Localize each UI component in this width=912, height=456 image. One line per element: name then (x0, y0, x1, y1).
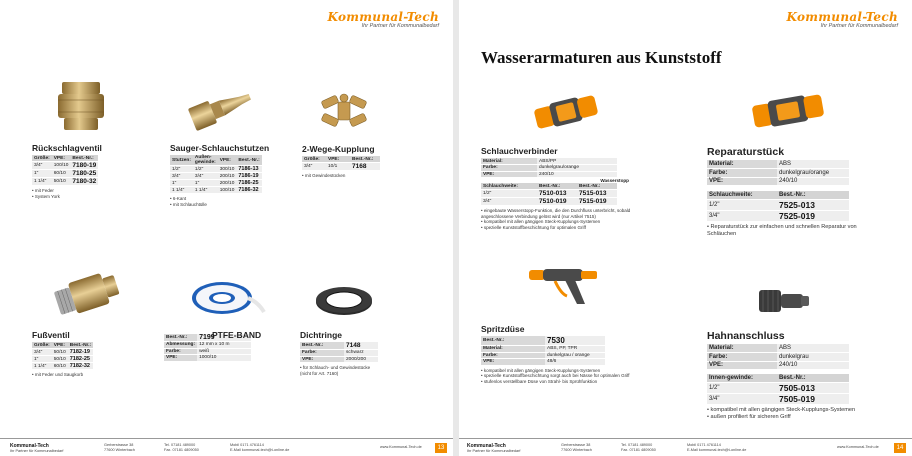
article-number: 7180-32 (72, 178, 97, 185)
spec-table (707, 344, 849, 370)
spec-table (32, 155, 98, 186)
table-row: 3/4" 7510-019 7515-019 (481, 198, 617, 206)
spec-table (707, 160, 849, 186)
article-number: 7525-019 (777, 211, 849, 222)
col-header: Best.-Nr.: (777, 191, 849, 200)
table-row: Material: ABS (707, 344, 849, 353)
article-number: 7180-19 (72, 162, 97, 169)
ptfe-tape-image (186, 276, 266, 320)
product-name: Spritzdüse (481, 324, 525, 334)
spec-table (300, 342, 378, 363)
table-row: 3/4" 100/10 7180-19 (34, 162, 97, 169)
product-name: Fußventil (32, 330, 70, 340)
article-number: 7510-013 (537, 190, 577, 198)
table-row: Farbe: dunkelgrau/orange (481, 165, 617, 172)
table-row: VPE: 2000/200 (300, 356, 378, 363)
catalog-page-right (459, 0, 912, 456)
list-item: • kompatibel mit allen gängigen Steck-Kupplungs-Systemen (707, 407, 857, 414)
table-row: 3/4" 3/4" 200/10 7186-19 (170, 173, 262, 180)
spec-table (481, 336, 605, 366)
col-header: Best.-Nr.: (236, 155, 261, 166)
catalog-page-left (0, 0, 453, 456)
tap-connector-image (755, 282, 811, 318)
table-row: 1" 60/10 7180-25 (34, 170, 97, 177)
product-name: Reparaturstück (707, 146, 785, 158)
product-name: 2-Wege-Kupplung (302, 144, 375, 154)
product-name: PTFE-BAND (212, 330, 262, 340)
col-header: Stutzen: (170, 155, 193, 166)
product-spritzduese (481, 324, 631, 384)
col-header: VPE: (218, 155, 237, 166)
article-number: 7186-25 (236, 180, 261, 187)
table-row: Farbe: schwarz (300, 350, 378, 357)
list-item: • mit Feder und Saugkorb (32, 372, 93, 378)
product-fussventil (32, 330, 93, 378)
footer-address: Gerberstrasse 38 (104, 443, 134, 447)
footer-mobile: Mobil 0171 4761114 (687, 443, 721, 447)
wasserstopp-label: Wasserstopp (600, 178, 629, 183)
brand-tagline: Ihr Partner für Kommunalbedarf (820, 23, 898, 29)
article-number: 7515-013 (577, 190, 617, 198)
table-row: 1/2" 7510-013 7515-013 (481, 190, 617, 198)
feature-list (707, 407, 857, 421)
feature-list (707, 224, 857, 238)
list-item: • spezielle Kunststoffbeschichtung sorgt auch bei Nässe für optimalen Griff (481, 373, 631, 379)
table-row: Farbe: dunkelgrau (707, 353, 849, 362)
check-valve-image (52, 78, 110, 134)
table-row: Farbe: dunkelgrau / orange (481, 352, 605, 359)
product-name: Schlauchverbinder (481, 146, 558, 156)
footer-address: 77600 Winterbach (104, 448, 135, 452)
article-number: 7525-013 (777, 200, 849, 211)
table-row: 3/4" 7505-019 (707, 394, 849, 405)
col-header: Best.-Nr.: (69, 342, 92, 348)
footer-address: 77600 Winterbach (561, 448, 592, 452)
article-number: 7530 (545, 336, 605, 346)
spec-table (170, 155, 262, 194)
col-header: Best.-Nr.: (70, 155, 98, 162)
list-item: • stufenlos verstellbare Düse von Strahl- bis Sprühfunktion (481, 379, 631, 385)
list-item: • mit Gewindestücken (302, 173, 380, 179)
article-number: 7515-019 (577, 198, 617, 206)
product-name: Rückschlagventil (32, 143, 102, 153)
table-row: Abmessung: 12 mm x 10 m (164, 342, 251, 349)
feature-list (481, 368, 631, 385)
table-row: Material: ABS/PP (481, 158, 617, 165)
product-2-wege-kupplung (302, 144, 380, 179)
page-footer (459, 438, 912, 456)
gasket-rings-image (312, 282, 376, 318)
product-name: Dichtringe (300, 330, 343, 340)
list-item: • System York (32, 194, 102, 200)
footer-company-sub: Ihr Partner für Kommunalbedarf (467, 449, 521, 453)
footer-address: Gerberstrasse 38 (561, 443, 591, 447)
footer-mobile: Mobil 0171 4761114 (230, 443, 264, 447)
col-header: VPE: (52, 155, 71, 162)
table-row: 1" 1" 200/10 7186-25 (170, 180, 262, 187)
article-number: 7186-19 (236, 173, 261, 180)
article-number: 7182-19 (68, 349, 93, 356)
order-table (481, 183, 617, 206)
spec-table (302, 156, 380, 171)
product-schlauchverbinder (481, 146, 631, 231)
col-header: Best.-Nr.: (537, 183, 577, 190)
product-name: Hahnanschluss (707, 330, 785, 342)
page-title: Wasserarmaturen aus Kunststoff (481, 48, 722, 67)
table-row: 1 1/4" 60/10 7182-32 (32, 363, 93, 370)
article-number: 7186-13 (236, 166, 261, 173)
article-number: 7510-019 (537, 198, 577, 206)
foot-valve-image (52, 270, 122, 318)
col-header: Best.-Nr.: (350, 156, 380, 163)
footer-website[interactable]: www.Kommunal-Tech.de (837, 445, 879, 449)
footer-phone: Tel. 07181 489000 (164, 443, 196, 447)
table-row: 1/2" 7525-013 (707, 200, 849, 211)
col-header: Größe: (34, 342, 50, 348)
spec-table (32, 342, 93, 370)
footer-phone: Tel. 07181 489000 (621, 443, 653, 447)
product-hahnanschluss (707, 330, 857, 421)
table-row: Material: ABS (707, 160, 849, 169)
table-row: 3/4" 7525-019 (707, 211, 849, 222)
hose-connector-image (531, 92, 601, 132)
article-number: 7199 (197, 334, 251, 342)
col-header: Schlauchweite: (707, 191, 777, 200)
table-row: 3/4" 50/10 7182-19 (32, 349, 93, 356)
table-row: VPE: 48/6 (481, 359, 605, 366)
col-header: Schlauchweite: (481, 183, 537, 190)
article-number: 7182-25 (68, 356, 93, 363)
table-row: 1/2" 7505-013 (707, 383, 849, 394)
list-item: • für Schlauch- und Gewindestücke (nicht für Art. 7160) (300, 365, 380, 376)
list-item: • eingebaute Wasserstopp-Funktion, die den Durchfluss unterbricht, sobald angeschlossene Verbindung gelöst wird (nur Artikel 7515) (481, 208, 631, 219)
footer-fax: Fax. 07181 4809050 (621, 448, 656, 452)
product-sauger-schlauchstutzen (170, 143, 269, 207)
col-header: Innen-gewinde: (707, 374, 777, 383)
article-number: 7505-013 (777, 383, 849, 394)
article-number: 7180-25 (72, 170, 97, 177)
footer-company: Kommunal-Tech (467, 443, 506, 449)
feature-list (302, 173, 380, 179)
table-row: Best.-Nr.: 7530 (481, 336, 605, 346)
col-header: VPE: (326, 156, 350, 163)
article-number: 7168 (350, 163, 380, 171)
brand-logo (787, 10, 898, 29)
col-header: Größe: (34, 155, 50, 161)
footer-company-sub: Ihr Partner für Kommunalbedarf (10, 449, 64, 453)
table-row: Farbe: dunkelgrau/orange (707, 169, 849, 178)
spec-table (481, 158, 617, 178)
footer-company: Kommunal-Tech (10, 443, 49, 449)
list-item: • außen profiliert für sicheren Griff (707, 414, 857, 421)
brand-tagline: Ihr Partner für Kommunalbedarf (361, 23, 439, 29)
list-item: • mit Schlauchtülle (170, 202, 269, 208)
list-item: • kompatibel mit allen gängigen Steck-Kupplungs-Systemen (481, 219, 631, 225)
product-reparaturstueck (707, 146, 857, 238)
table-row: Farbe: weiß (164, 348, 251, 355)
table-row: Best.-Nr.: 7199 (164, 334, 251, 342)
brand-logo (328, 10, 439, 29)
footer-fax: Fax. 07181 4809050 (164, 448, 199, 452)
page-footer (0, 438, 453, 456)
repair-piece-image (751, 90, 825, 132)
col-header: Best.-Nr.: (777, 374, 849, 383)
table-row: Best.-Nr.: 7148 (300, 342, 378, 350)
list-item: • mit Feder (32, 188, 102, 194)
table-row: 1" 50/10 7182-25 (32, 356, 93, 363)
product-rueckschlagventil (32, 143, 102, 199)
page-number: 13 (435, 443, 447, 453)
list-item: • spezielle Kunststoffbeschichtung für optimalen Griff (481, 225, 631, 231)
order-table (707, 374, 849, 405)
table-row: 1 1/4" 50/10 7180-32 (34, 178, 97, 185)
list-item: • kompatibel mit allen gängigen Steck-Kupplungs-Systemen (481, 368, 631, 374)
hose-tail-image (186, 82, 258, 134)
col-header: Außen-gewinde: (194, 155, 216, 165)
feature-list (32, 188, 102, 199)
two-way-coupling-image (316, 92, 372, 130)
brand-name: Kommunal-Tech (327, 10, 439, 24)
table-row: 1/2" 1/2" 300/10 7186-13 (170, 166, 262, 173)
spray-nozzle-image (525, 264, 605, 308)
footer-email: E-Mail kommunal-tech@t-online.de (687, 448, 747, 452)
feature-list (32, 372, 93, 378)
article-number: 7182-32 (68, 363, 93, 370)
table-row: 1 1/4" 1 1/4" 100/10 7186-32 (170, 187, 262, 194)
brand-name: Kommunal-Tech (786, 10, 898, 24)
table-row: VPE: 240/10 (707, 177, 849, 186)
table-row: VPE: 240/10 (707, 361, 849, 370)
feature-list (300, 365, 380, 376)
product-dichtringe (300, 330, 380, 376)
table-row: 3/4" 10/1 7168 (302, 163, 380, 171)
page-number: 14 (894, 443, 906, 453)
feature-list (170, 196, 269, 207)
article-number: 7505-019 (777, 394, 849, 405)
table-row: Material: ABS, PP, TPR (481, 346, 605, 353)
col-header: Größe: (302, 156, 326, 163)
article-number: 7148 (344, 342, 378, 350)
table-row: VPE: 1000/10 (164, 355, 251, 362)
col-header: VPE: (52, 342, 68, 349)
feature-list (481, 208, 631, 231)
table-row: VPE: 240/10 (481, 171, 617, 178)
article-number: 7186-32 (236, 187, 261, 194)
product-name: Sauger-Schlauchstutzen (170, 143, 270, 153)
product-ptfe-band (164, 330, 262, 362)
footer-email: E-Mail kommunal-tech@t-online.de (230, 448, 290, 452)
footer-website[interactable]: www.Kommunal-Tech.de (380, 445, 422, 449)
order-table (707, 191, 849, 222)
list-item: • 6-Kant (170, 196, 269, 202)
col-header: Best.-Nr.: (577, 183, 617, 190)
list-item: • Reparaturstück zur einfachen und schnellen Reparatur von Schläuchen (707, 224, 857, 238)
